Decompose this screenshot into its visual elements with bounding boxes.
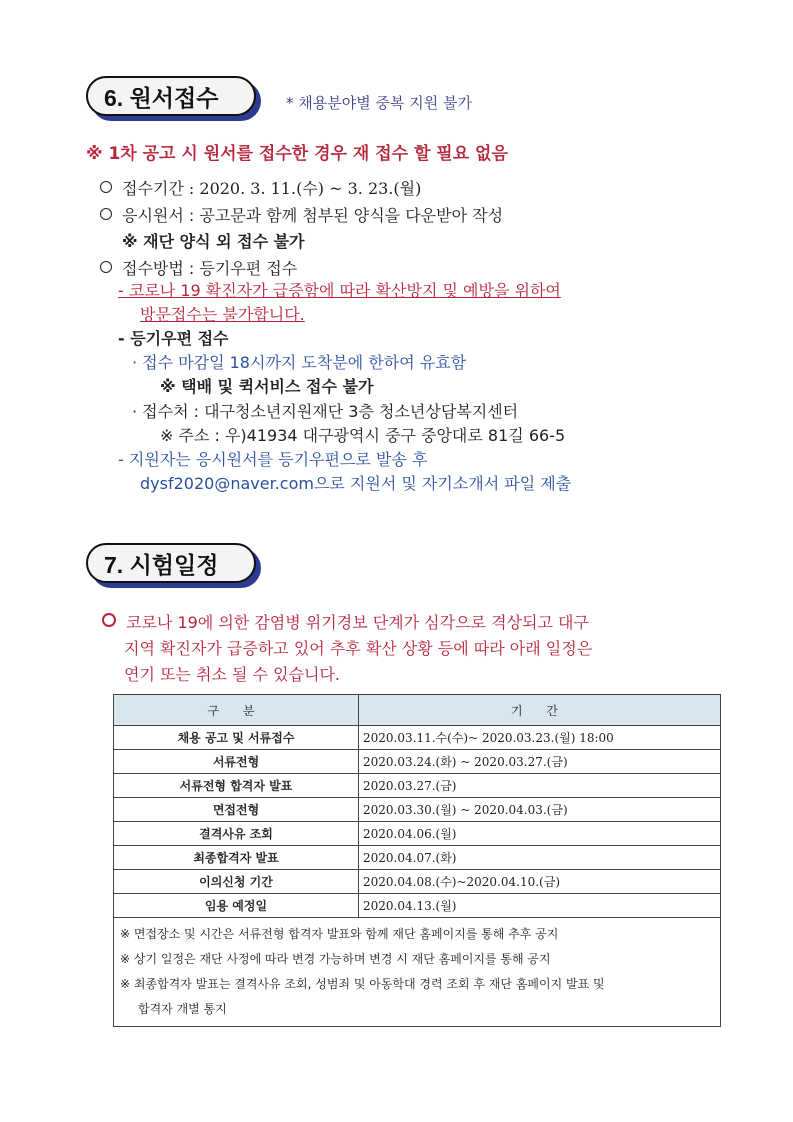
period-text: 접수기간 : 2020. 3. 11.(수) ~ 3. 23.(월): [122, 179, 422, 198]
section-7-title: 7. 시험일정: [104, 551, 219, 578]
table-notes: [114, 918, 721, 1027]
table-note: ※ 면접장소 및 시간은 서류전형 합격자 발표와 함께 재단 홈페이지를 통해 추후 공지: [120, 927, 559, 941]
row-label: 서류전형 합격자 발표: [114, 774, 359, 798]
method-item: [100, 256, 297, 279]
table-header-row: [114, 695, 721, 726]
circle-bullet-icon: [100, 181, 112, 193]
schedule-notice-line-3: 연기 또는 취소 될 수 있습니다.: [124, 665, 340, 684]
table-note: ※ 최종합격자 발표는 결격사유 조회, 성범죄 및 아동학대 경력 조회 후 재단 홈페이지 발표 및: [120, 977, 605, 991]
header-category: 구 분: [114, 695, 359, 726]
row-label: 임용 예정일: [114, 894, 359, 918]
application-text: 응시원서 : 공고문과 함께 첨부된 양식을 다운받아 작성: [122, 206, 504, 225]
row-value: 2020.03.24.(화) ~ 2020.03.27.(금): [359, 750, 721, 774]
row-label: 최종합격자 발표: [114, 846, 359, 870]
row-label: 서류전형: [114, 750, 359, 774]
table-notes-row: [114, 918, 721, 1027]
table-note: ※ 상기 일정은 재단 사정에 따라 변경 가능하며 변경 시 재단 홈페이지를 통해 공지: [120, 952, 551, 966]
circle-bullet-icon: [102, 613, 116, 627]
email-line-1: - 지원자는 응시원서를 등기우편으로 발송 후: [118, 450, 428, 469]
table-row: [114, 822, 721, 846]
row-value: 2020.04.06.(월): [359, 822, 721, 846]
resubmission-notice: ※ 1차 공고 시 원서를 접수한 경우 재 접수 할 필요 없음: [86, 144, 508, 164]
table-row: [114, 846, 721, 870]
table-row: [114, 774, 721, 798]
schedule-notice-line-1: [102, 610, 589, 633]
row-label: 면접전형: [114, 798, 359, 822]
table-row: [114, 894, 721, 918]
table-row: [114, 798, 721, 822]
row-label: 결격사유 조회: [114, 822, 359, 846]
application-note: ※ 재단 양식 외 접수 불가: [122, 232, 305, 251]
row-value: 2020.03.27.(금): [359, 774, 721, 798]
section-6-title: 6. 원서접수: [104, 84, 219, 111]
application-item: [100, 203, 503, 226]
circle-bullet-icon: [100, 208, 112, 220]
row-value: 2020.03.30.(월) ~ 2020.04.03.(금): [359, 798, 721, 822]
section-6-note: * 채용분야별 중복 지원 불가: [286, 94, 472, 112]
table-row: [114, 726, 721, 750]
courier-note: ※ 택배 및 퀵서비스 접수 불가: [160, 377, 374, 396]
address-text: ※ 주소 : 우)41934 대구광역시 중구 중앙대로 81길 66-5: [160, 426, 566, 445]
table-row: [114, 870, 721, 894]
table-row: [114, 750, 721, 774]
covid-notice-line-2: 방문접수는 불가합니다.: [140, 305, 305, 324]
row-value: 2020.04.13.(월): [359, 894, 721, 918]
row-label: 이의신청 기간: [114, 870, 359, 894]
section-7-heading: [86, 543, 256, 583]
row-value: 2020.04.07.(화): [359, 846, 721, 870]
section-6-heading: [86, 76, 256, 116]
header-period: 기 간: [359, 695, 721, 726]
registered-mail-heading: - 등기우편 접수: [118, 329, 229, 348]
schedule-notice-text-1: 코로나 19에 의한 감염병 위기경보 단계가 심각으로 격상되고 대구: [126, 613, 589, 632]
method-text: 접수방법 : 등기우편 접수: [122, 259, 298, 278]
email-line-2: dysf2020@naver.com으로 지원서 및 자기소개서 파일 제출: [140, 474, 572, 493]
covid-notice-line-1: - 코로나 19 확진자가 급증함에 따라 확산방지 및 예방을 위하여: [118, 281, 561, 300]
row-label: 채용 공고 및 서류접수: [114, 726, 359, 750]
row-value: 2020.04.08.(수)~2020.04.10.(금): [359, 870, 721, 894]
circle-bullet-icon: [100, 261, 112, 273]
deadline-text: · 접수 마감일 18시까지 도착분에 한하여 유효함: [132, 353, 467, 372]
row-value: 2020.03.11.수(수)~ 2020.03.23.(월) 18:00: [359, 726, 721, 750]
schedule-table: [113, 694, 721, 1027]
period-item: [100, 176, 421, 199]
table-note: 합격자 개별 통지: [138, 1002, 227, 1016]
schedule-notice-line-2: 지역 확진자가 급증하고 있어 추후 확산 상황 등에 따라 아래 일정은: [124, 639, 593, 658]
address-place: · 접수처 : 대구청소년지원재단 3층 청소년상담복지센터: [132, 402, 519, 421]
